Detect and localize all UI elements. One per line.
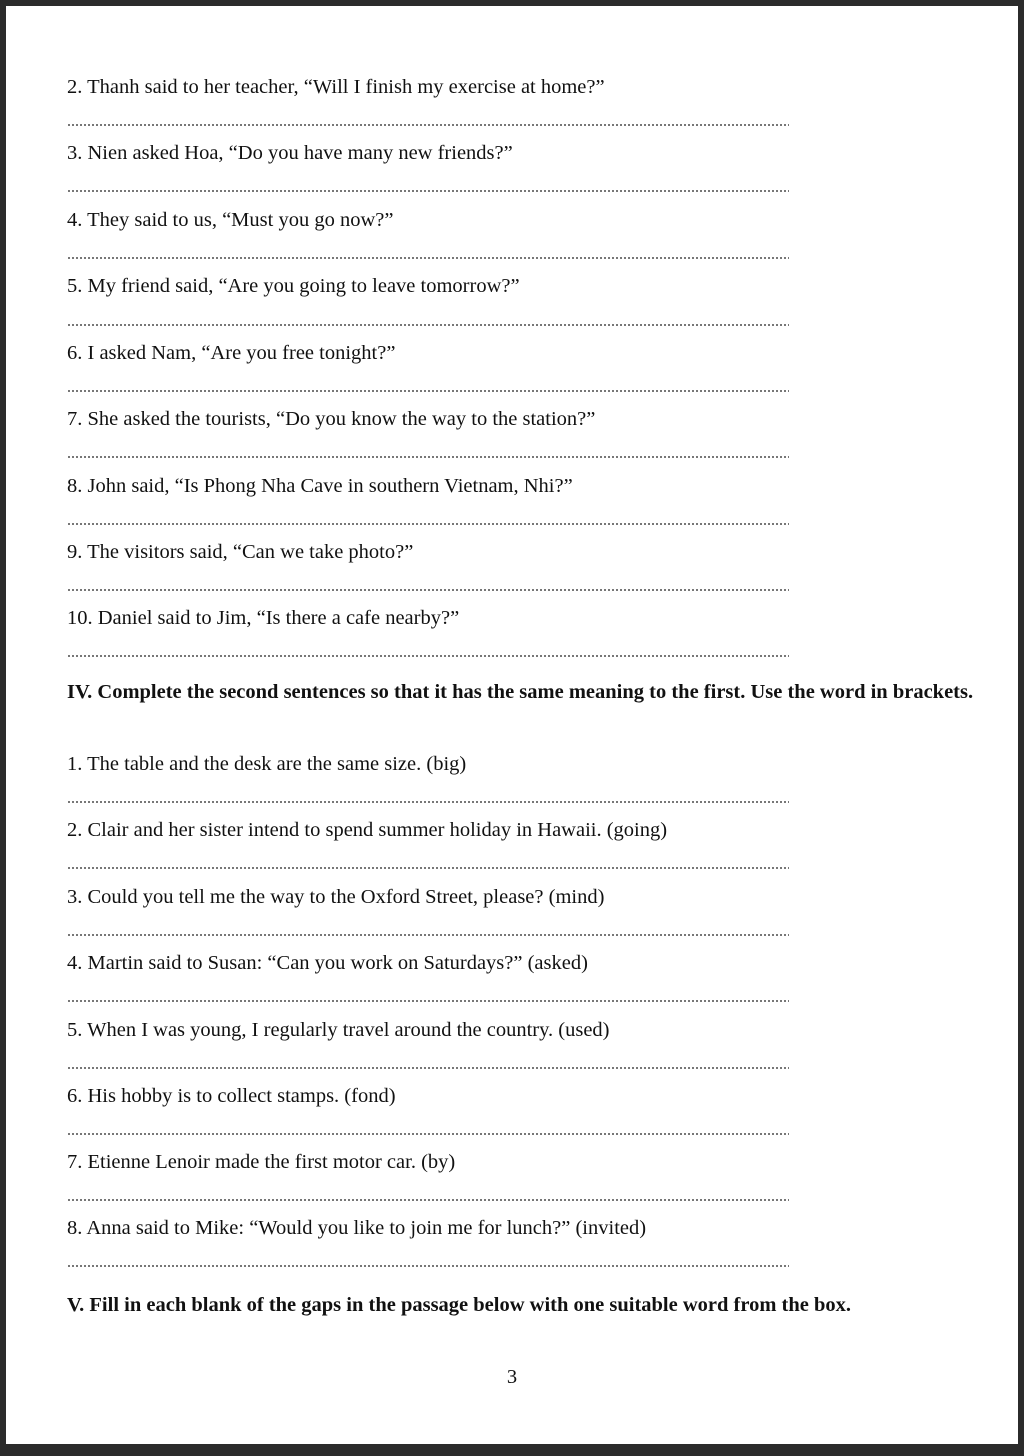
- section-v-heading: V. Fill in each blank of the gaps in the passage below with one suitable word from the box.: [67, 1294, 852, 1316]
- answer-line: [67, 866, 789, 870]
- answer-line: [67, 999, 789, 1003]
- answer-line: [67, 323, 789, 327]
- question-iv-1: 1. The table and the desk are the same size. (big): [67, 753, 467, 775]
- answer-line: [67, 522, 789, 526]
- question-iii-4: 4. They said to us, “Must you go now?”: [67, 209, 394, 231]
- answer-line: [67, 588, 789, 592]
- question-iii-8: 8. John said, “Is Phong Nha Cave in southern Vietnam, Nhi?”: [67, 475, 573, 497]
- question-iii-6: 6. I asked Nam, “Are you free tonight?”: [67, 342, 396, 364]
- question-iii-9: 9. The visitors said, “Can we take photo?”: [67, 541, 414, 563]
- question-iv-6: 6. His hobby is to collect stamps. (fond): [67, 1085, 396, 1107]
- answer-line: [67, 800, 789, 804]
- answer-line: [67, 455, 789, 459]
- question-iv-2: 2. Clair and her sister intend to spend summer holiday in Hawaii. (going): [67, 819, 668, 841]
- question-iii-2: 2. Thanh said to her teacher, “Will I finish my exercise at home?”: [67, 76, 605, 98]
- answer-line: [67, 1066, 789, 1070]
- question-iv-3: 3. Could you tell me the way to the Oxford Street, please? (mind): [67, 886, 605, 908]
- question-iii-5: 5. My friend said, “Are you going to leave tomorrow?”: [67, 275, 520, 297]
- question-iv-7: 7. Etienne Lenoir made the first motor car. (by): [67, 1151, 456, 1173]
- question-iv-8: 8. Anna said to Mike: “Would you like to join me for lunch?” (invited): [67, 1217, 647, 1239]
- answer-line: [67, 933, 789, 937]
- question-iii-7: 7. She asked the tourists, “Do you know the way to the station?”: [67, 408, 596, 430]
- question-iv-4: 4. Martin said to Susan: “Can you work on Saturdays?” (asked): [67, 952, 588, 974]
- answer-line: [67, 389, 789, 393]
- answer-line: [67, 256, 789, 260]
- answer-line: [67, 123, 789, 127]
- answer-line: [67, 189, 789, 193]
- question-iii-10: 10. Daniel said to Jim, “Is there a cafe nearby?”: [67, 607, 460, 629]
- worksheet-page: [6, 6, 1018, 1444]
- answer-line: [67, 1132, 789, 1136]
- page-number: 3: [506, 1366, 518, 1388]
- answer-line: [67, 1198, 789, 1202]
- answer-line: [67, 654, 789, 658]
- section-iv-heading: IV. Complete the second sentences so that it has the same meaning to the first. Use the word in brackets.: [67, 681, 974, 703]
- question-iii-3: 3. Nien asked Hoa, “Do you have many new friends?”: [67, 142, 513, 164]
- question-iv-5: 5. When I was young, I regularly travel around the country. (used): [67, 1019, 610, 1041]
- answer-line: [67, 1264, 789, 1268]
